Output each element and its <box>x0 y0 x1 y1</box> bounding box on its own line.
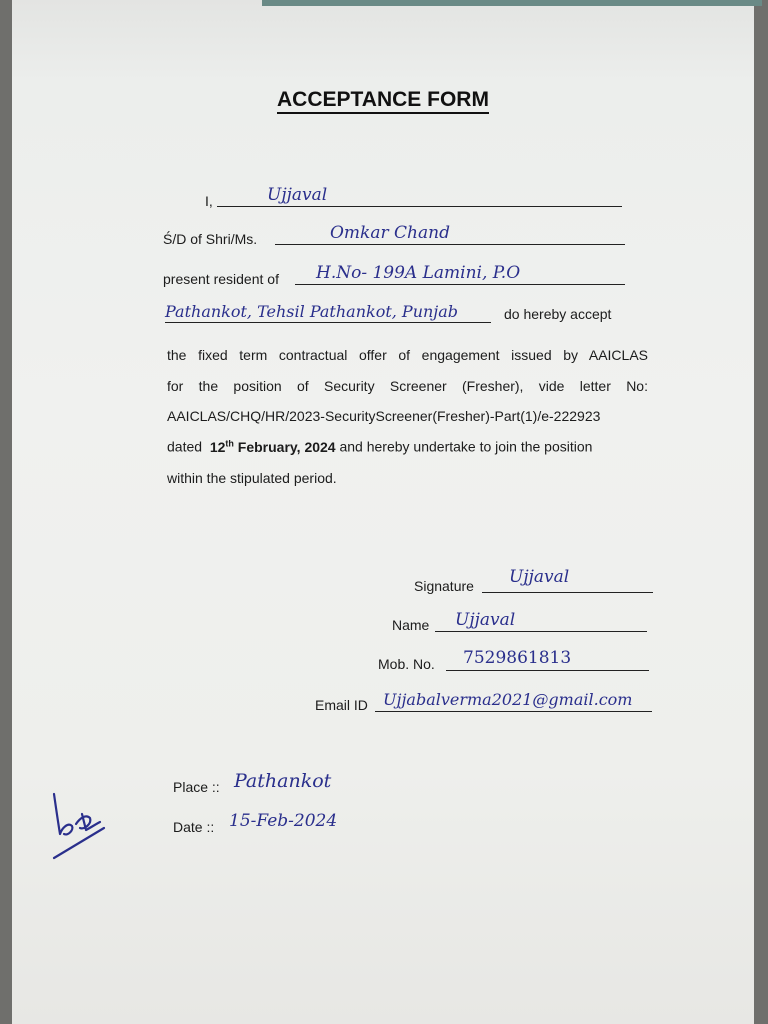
place-label: Place :: <box>173 779 220 795</box>
email-underline <box>375 711 652 712</box>
top-edge-strip <box>262 0 762 6</box>
date-handwritten: 15-Feb-2024 <box>229 811 338 831</box>
paragraph-line-4: dated 12th February, 2024 and hereby undertake to join the position <box>167 438 593 455</box>
mob-underline <box>446 670 649 671</box>
paragraph-line-2: for the position of Security Screener (Fresher), vide letter No: <box>167 378 648 394</box>
paragraph-line-1: the fixed term contractual offer of engagement issued by AAICLAS <box>167 347 648 363</box>
mob-handwritten: 7529861813 <box>463 648 572 668</box>
form-title: ACCEPTANCE FORM <box>12 88 754 112</box>
mob-label: Mob. No. <box>378 656 435 672</box>
email-handwritten: Ujjabalverma2021@gmail.com <box>383 690 633 709</box>
name-label: Name <box>392 617 430 633</box>
address-underline-1 <box>295 284 625 285</box>
name-field-underline <box>435 631 647 632</box>
paragraph-line-3: AAICLAS/CHQ/HR/2023-SecurityScreener(Fresher)-Part(1)/e-222923 <box>167 408 601 424</box>
email-label: Email ID <box>315 697 368 713</box>
initials-mark <box>46 788 116 863</box>
document-page <box>12 0 754 1024</box>
resident-label: present resident of <box>163 271 279 287</box>
signature-underline <box>482 592 653 593</box>
name-field-handwritten: Ujjaval <box>455 610 516 630</box>
date-label: Date :: <box>173 819 215 835</box>
name-handwritten: Ujjaval <box>267 185 328 205</box>
accept-text: do hereby accept <box>504 306 612 322</box>
name-underline <box>217 206 622 207</box>
father-underline <box>275 244 625 245</box>
signature-label: Signature <box>414 578 474 594</box>
i-label: I, <box>205 193 213 209</box>
sd-label: Ś/D of Shri/Ms. <box>163 231 258 247</box>
father-handwritten: Omkar Chand <box>330 223 450 243</box>
signature-handwritten: Ujjaval <box>509 567 570 587</box>
place-handwritten: Pathankot <box>234 770 332 792</box>
paragraph-line-5: within the stipulated period. <box>167 470 337 486</box>
address-line-2: Pathankot, Tehsil Pathankot, Punjab <box>165 302 459 321</box>
address-line-1: H.No- 199A Lamini, P.O <box>316 263 521 283</box>
address-underline-2 <box>165 322 491 323</box>
